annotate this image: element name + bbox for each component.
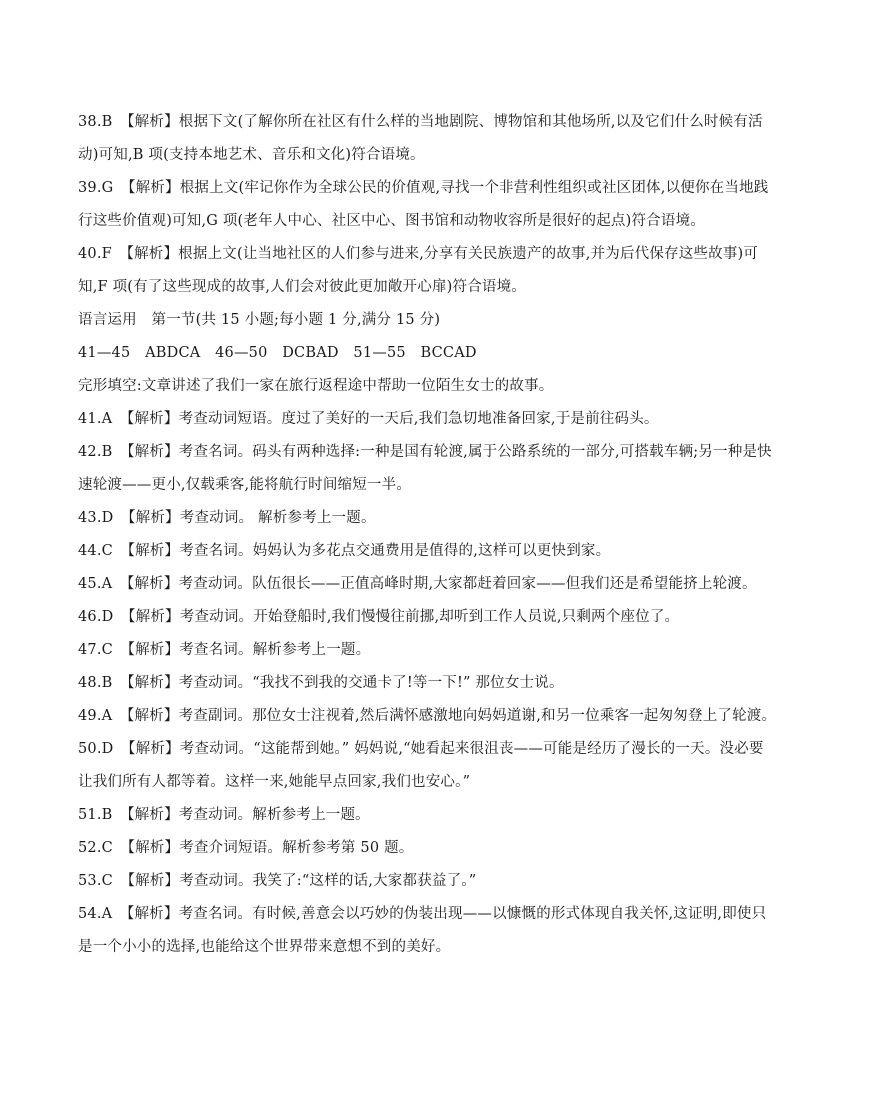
text-line: 39.G 【解析】根据上文(牢记你作为全球公民的价值观,寻找一个非营利性组织或社区团体,以便你在当地践 (78, 180, 769, 196)
text-line: 是一个小小的选择,也能给这个世界带来意想不到的美好。 (78, 939, 451, 955)
text-line: 44.C 【解析】考查名词。妈妈认为多花点交通费用是值得的,这样可以更快到家。 (78, 543, 611, 559)
text-line: 让我们所有人都等着。这样一来,她能早点回家,我们也安心。” (78, 774, 471, 790)
text-line: 46.D 【解析】考查动词。开始登船时,我们慢慢往前挪,却听到工作人员说,只剩两个座位了。 (78, 609, 680, 625)
text-line: 54.A 【解析】考查名词。有时候,善意会以巧妙的伪装出现——以慷慨的形式体现自我关怀,这证明,即使只 (78, 906, 767, 922)
text-line: 38.B 【解析】根据下文(了解你所在社区有什么样的当地剧院、博物馆和其他场所,以及它们什么时候有活 (78, 114, 763, 130)
text-line: 40.F 【解析】根据上文(让当地社区的人们参与进来,分享有关民族遗产的故事,并为后代保存这些故事)可 (78, 246, 759, 262)
text-line: 47.C 【解析】考查名词。解析参考上一题。 (78, 642, 371, 658)
answer-explanation-page (78, 106, 793, 964)
text-line: 45.A 【解析】考查动词。队伍很长——正值高峰时期,大家都赶着回家——但我们还是希望能挤上轮渡。 (78, 576, 757, 592)
answer-key-line: 41—45 ABDCA 46—50 DCBAD 51—55 BCCAD (78, 345, 477, 361)
text-line: 43.D 【解析】考查动词。 解析参考上一题。 (78, 510, 376, 526)
text-line: 41.A 【解析】考查动词短语。度过了美好的一天后,我们急切地准备回家,于是前往码头。 (78, 411, 659, 427)
text-line: 52.C 【解析】考查介词短语。解析参考第 50 题。 (78, 840, 414, 856)
section-heading: 语言运用 第一节(共 15 小题;每小题 1 分,满分 15 分) (78, 312, 441, 328)
text-line: 50.D 【解析】考查动词。“这能帮到她。” 妈妈说,“她看起来很沮丧——可能是经历了漫长的一天。没必要 (78, 741, 764, 757)
text-line: 51.B 【解析】考查动词。解析参考上一题。 (78, 807, 370, 823)
text-line: 48.B 【解析】考查动词。“我找不到我的交通卡了!等一下!” 那位女士说。 (78, 675, 564, 691)
text-line: 动)可知,B 项(支持本地艺术、音乐和文化)符合语境。 (78, 147, 425, 163)
text-line: 行这些价值观)可知,G 项(老年人中心、社区中心、图书馆和动物收容所是很好的起点)符合语境。 (78, 213, 705, 229)
text-line: 49.A 【解析】考查副词。那位女士注视着,然后满怀感激地向妈妈道谢,和另一位乘客一起匆匆登上了轮渡。 (78, 708, 777, 724)
passage-summary: 完形填空:文章讲述了我们一家在旅行返程途中帮助一位陌生女士的故事。 (78, 378, 554, 394)
text-line: 知,F 项(有了这些现成的故事,人们会对彼此更加敞开心扉)符合语境。 (78, 279, 526, 295)
text-line: 速轮渡——更小,仅载乘客,能将航行时间缩短一半。 (78, 477, 412, 493)
text-line: 53.C 【解析】考查动词。我笑了:“这样的话,大家都获益了。” (78, 873, 477, 889)
text-line: 42.B 【解析】考查名词。码头有两种选择:一种是国有轮渡,属于公路系统的一部分,可搭载车辆;另一种是快 (78, 444, 772, 460)
